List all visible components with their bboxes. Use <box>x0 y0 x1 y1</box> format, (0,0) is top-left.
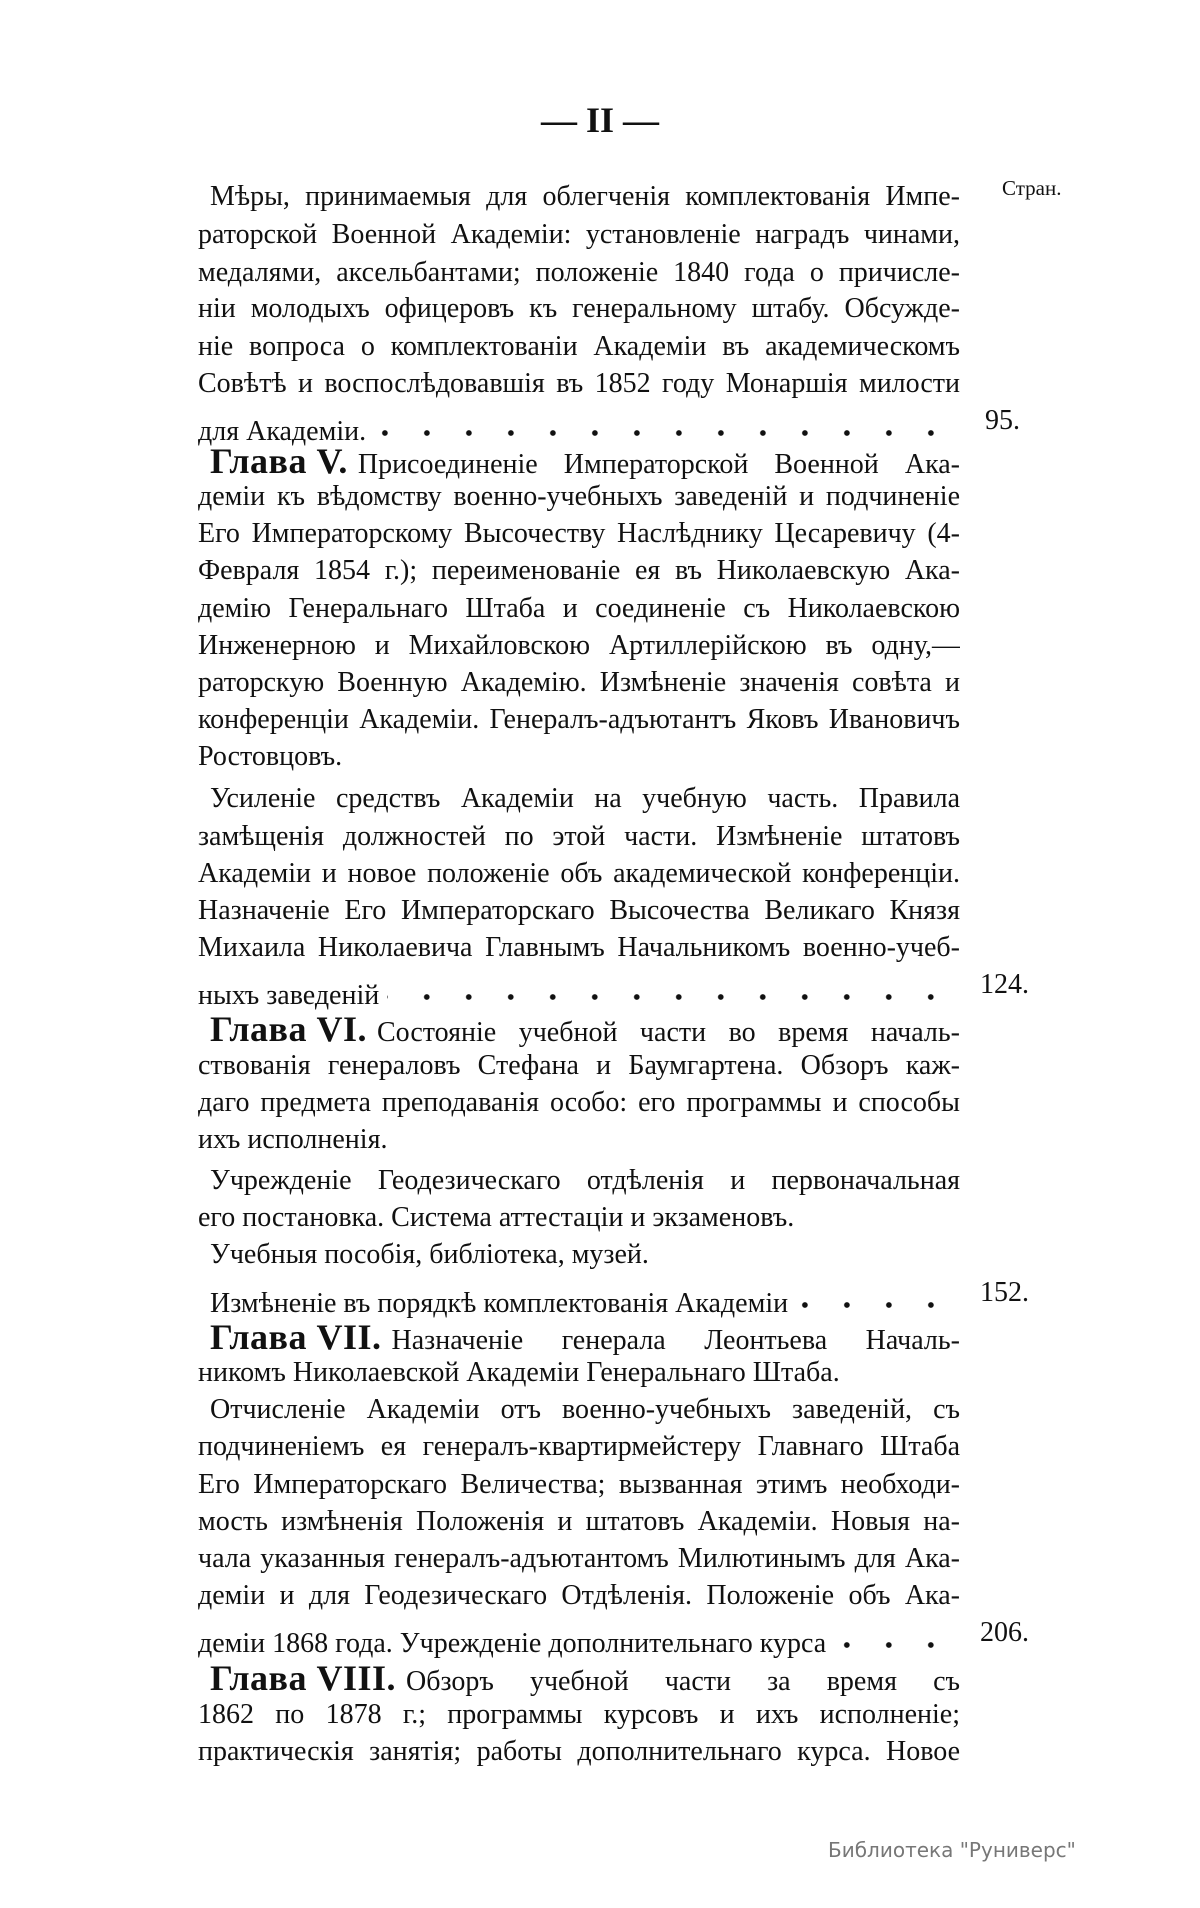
library-watermark: Библиотека "Руниверс" <box>828 1838 1076 1862</box>
chapter-entry-line <box>210 1318 960 1356</box>
dot-leader <box>796 1274 952 1312</box>
toc-line <box>210 780 960 818</box>
toc-line <box>210 1274 960 1319</box>
page-column-label: Стран. <box>1002 176 1062 200</box>
toc-line <box>198 966 960 1011</box>
line-text: ныхъ заведеній <box>198 980 380 1011</box>
line-text: мость измѣненія Положенія и штатовъ Академіи. Новыя на- <box>198 1506 960 1537</box>
line-text: ихъ исполненія. <box>198 1124 388 1155</box>
toc-line <box>198 1733 960 1771</box>
line-text: никомъ Николаевской Академіи Генеральнаго Штаба. <box>198 1357 840 1388</box>
toc-line <box>198 1084 960 1122</box>
line-text: демію Генеральнаго Штаба и соединеніе съ Николаевскою <box>198 593 960 624</box>
toc-line <box>198 1354 960 1392</box>
toc-line <box>210 1162 960 1200</box>
toc-line <box>198 1466 960 1504</box>
chapter-heading: Глава V. <box>210 441 348 481</box>
toc-line <box>198 254 960 292</box>
toc-line <box>198 1428 960 1466</box>
line-text: Измѣненіе въ порядкѣ комплектованія Академіи <box>210 1288 789 1319</box>
line-text: подчиненіемъ ея генералъ-квартирмейстеру Главнаго Штаба <box>198 1431 960 1462</box>
line-text: Февраля 1854 г.); переименованіе ея въ Николаевскую Ака- <box>198 555 960 586</box>
line-text: чала указанныя генералъ-адъютантомъ Милютинымъ для Ака- <box>198 1543 960 1574</box>
toc-line <box>198 1614 960 1659</box>
line-text: Учрежденіе Геодезическаго отдѣленія и первоначальная <box>210 1165 960 1196</box>
line-text: деміи и для Геодезическаго Отдѣленія. Положеніе объ Ака- <box>198 1580 960 1611</box>
line-text: деміи къ вѣдомству военно-учебныхъ заведеній и подчиненіе <box>198 481 960 512</box>
chapter-heading: Глава VII. <box>210 1317 382 1357</box>
toc-line <box>198 1199 960 1237</box>
chapter-heading: Глава VI. <box>210 1009 367 1049</box>
line-text: практическія занятія; работы дополнительнаго курса. Новое <box>198 1736 960 1767</box>
line-text: Академіи и новое положеніе объ академической конференціи. <box>198 858 960 889</box>
line-text: Учебныя пособія, библіотека, музей. <box>210 1239 649 1270</box>
line-text: Состояніе учебной части во время началь- <box>377 1017 960 1048</box>
toc-line <box>198 515 960 553</box>
toc-line <box>198 478 960 516</box>
toc-line <box>198 1121 960 1159</box>
chapter-entry-line <box>210 1010 960 1048</box>
line-text: даго предмета преподаванія особо: его программы и способы <box>198 1087 960 1118</box>
page-number-header: — II — <box>540 100 660 140</box>
toc-line <box>210 1391 960 1429</box>
toc-line <box>198 855 960 893</box>
line-text: раторскую Военную Академію. Измѣненіе значенія совѣта и <box>198 667 960 698</box>
toc-line <box>210 178 960 216</box>
page-reference: 152. <box>980 1277 1029 1308</box>
dot-leader <box>374 402 952 440</box>
toc-line <box>198 216 960 254</box>
line-text: Его Императорскаго Величества; вызванная этимъ необходи- <box>198 1469 960 1500</box>
line-text: Обзоръ учебной части за время съ <box>406 1666 960 1697</box>
line-text: ствованія генераловъ Стефана и Баумгартена. Обзоръ каж- <box>198 1050 960 1081</box>
line-text: Совѣтѣ и воспослѣдовавшія въ 1852 году Монаршія милости <box>198 368 960 399</box>
line-text: Ростовцовъ. <box>198 741 343 772</box>
chapter-heading: Глава VIII. <box>210 1658 397 1698</box>
line-text: деміи 1868 года. Учрежденіе дополнительнаго курса <box>198 1628 827 1659</box>
line-text: Мѣры, принимаемыя для облегченія комплектованія Импе- <box>210 181 960 212</box>
line-text: Назначеніе Его Императорскаго Высочества Великаго Князя <box>198 895 960 926</box>
toc-line <box>198 328 960 366</box>
toc-line <box>198 818 960 856</box>
toc-line <box>198 929 960 967</box>
toc-line <box>198 1047 960 1085</box>
line-text: ніи молодыхъ офицеровъ къ генеральному штабу. Обсужде- <box>198 293 960 324</box>
page-reference: 95. <box>985 405 1020 436</box>
toc-line <box>198 627 960 665</box>
line-text: Инженерною и Михайловскою Артиллерійскою въ одну,— <box>198 630 960 661</box>
line-text: его постановка. Система аттестаціи и экзаменовъ. <box>198 1202 795 1233</box>
line-text: 1862 по 1878 г.; программы курсовъ и ихъ исполненіе; <box>198 1699 960 1730</box>
toc-line <box>198 1696 960 1734</box>
line-text: для Академіи. <box>198 416 367 447</box>
toc-line <box>198 1503 960 1541</box>
page-reference: 124. <box>980 969 1029 1000</box>
line-text: Его Императорскому Высочеству Наслѣднику Цесаревичу (4- <box>198 518 960 549</box>
line-text: Присоединеніе Императорской Военной Ака- <box>357 449 960 480</box>
toc-line <box>198 892 960 930</box>
line-text: конференціи Академіи. Генералъ-адъютантъ Яковъ Ивановичъ <box>198 704 960 735</box>
line-text: Назначеніе генерала Леонтьева Началь- <box>391 1325 960 1356</box>
dot-leader <box>834 1614 952 1652</box>
toc-line <box>210 1236 960 1274</box>
toc-line <box>198 738 960 776</box>
page-reference: 206. <box>980 1617 1029 1648</box>
toc-line <box>198 1540 960 1578</box>
toc-line <box>198 290 960 328</box>
toc-line <box>198 402 960 447</box>
dot-leader <box>387 966 952 1004</box>
line-text: медалями, аксельбантами; положеніе 1840 года о причисле- <box>198 257 960 288</box>
chapter-entry-line <box>210 442 960 480</box>
toc-line <box>198 552 960 590</box>
chapter-entry-line <box>210 1659 960 1697</box>
toc-line <box>198 701 960 739</box>
line-text: раторской Военной Академіи: установленіе наградъ чинами, <box>198 219 960 250</box>
line-text: Отчисленіе Академіи отъ военно-учебныхъ заведеній, съ <box>210 1394 960 1425</box>
line-text: Михаила Николаевича Главнымъ Начальникомъ военно-учеб- <box>198 932 960 963</box>
line-text: замѣщенія должностей по этой части. Измѣненіе штатовъ <box>198 821 960 852</box>
toc-line <box>198 365 960 403</box>
toc-line <box>198 1577 960 1615</box>
toc-line <box>198 590 960 628</box>
toc-line <box>198 664 960 702</box>
line-text: ніе вопроса о комплектованіи Академіи въ академическомъ <box>198 331 960 362</box>
line-text: Усиленіе средствъ Академіи на учебную часть. Правила <box>210 783 960 814</box>
